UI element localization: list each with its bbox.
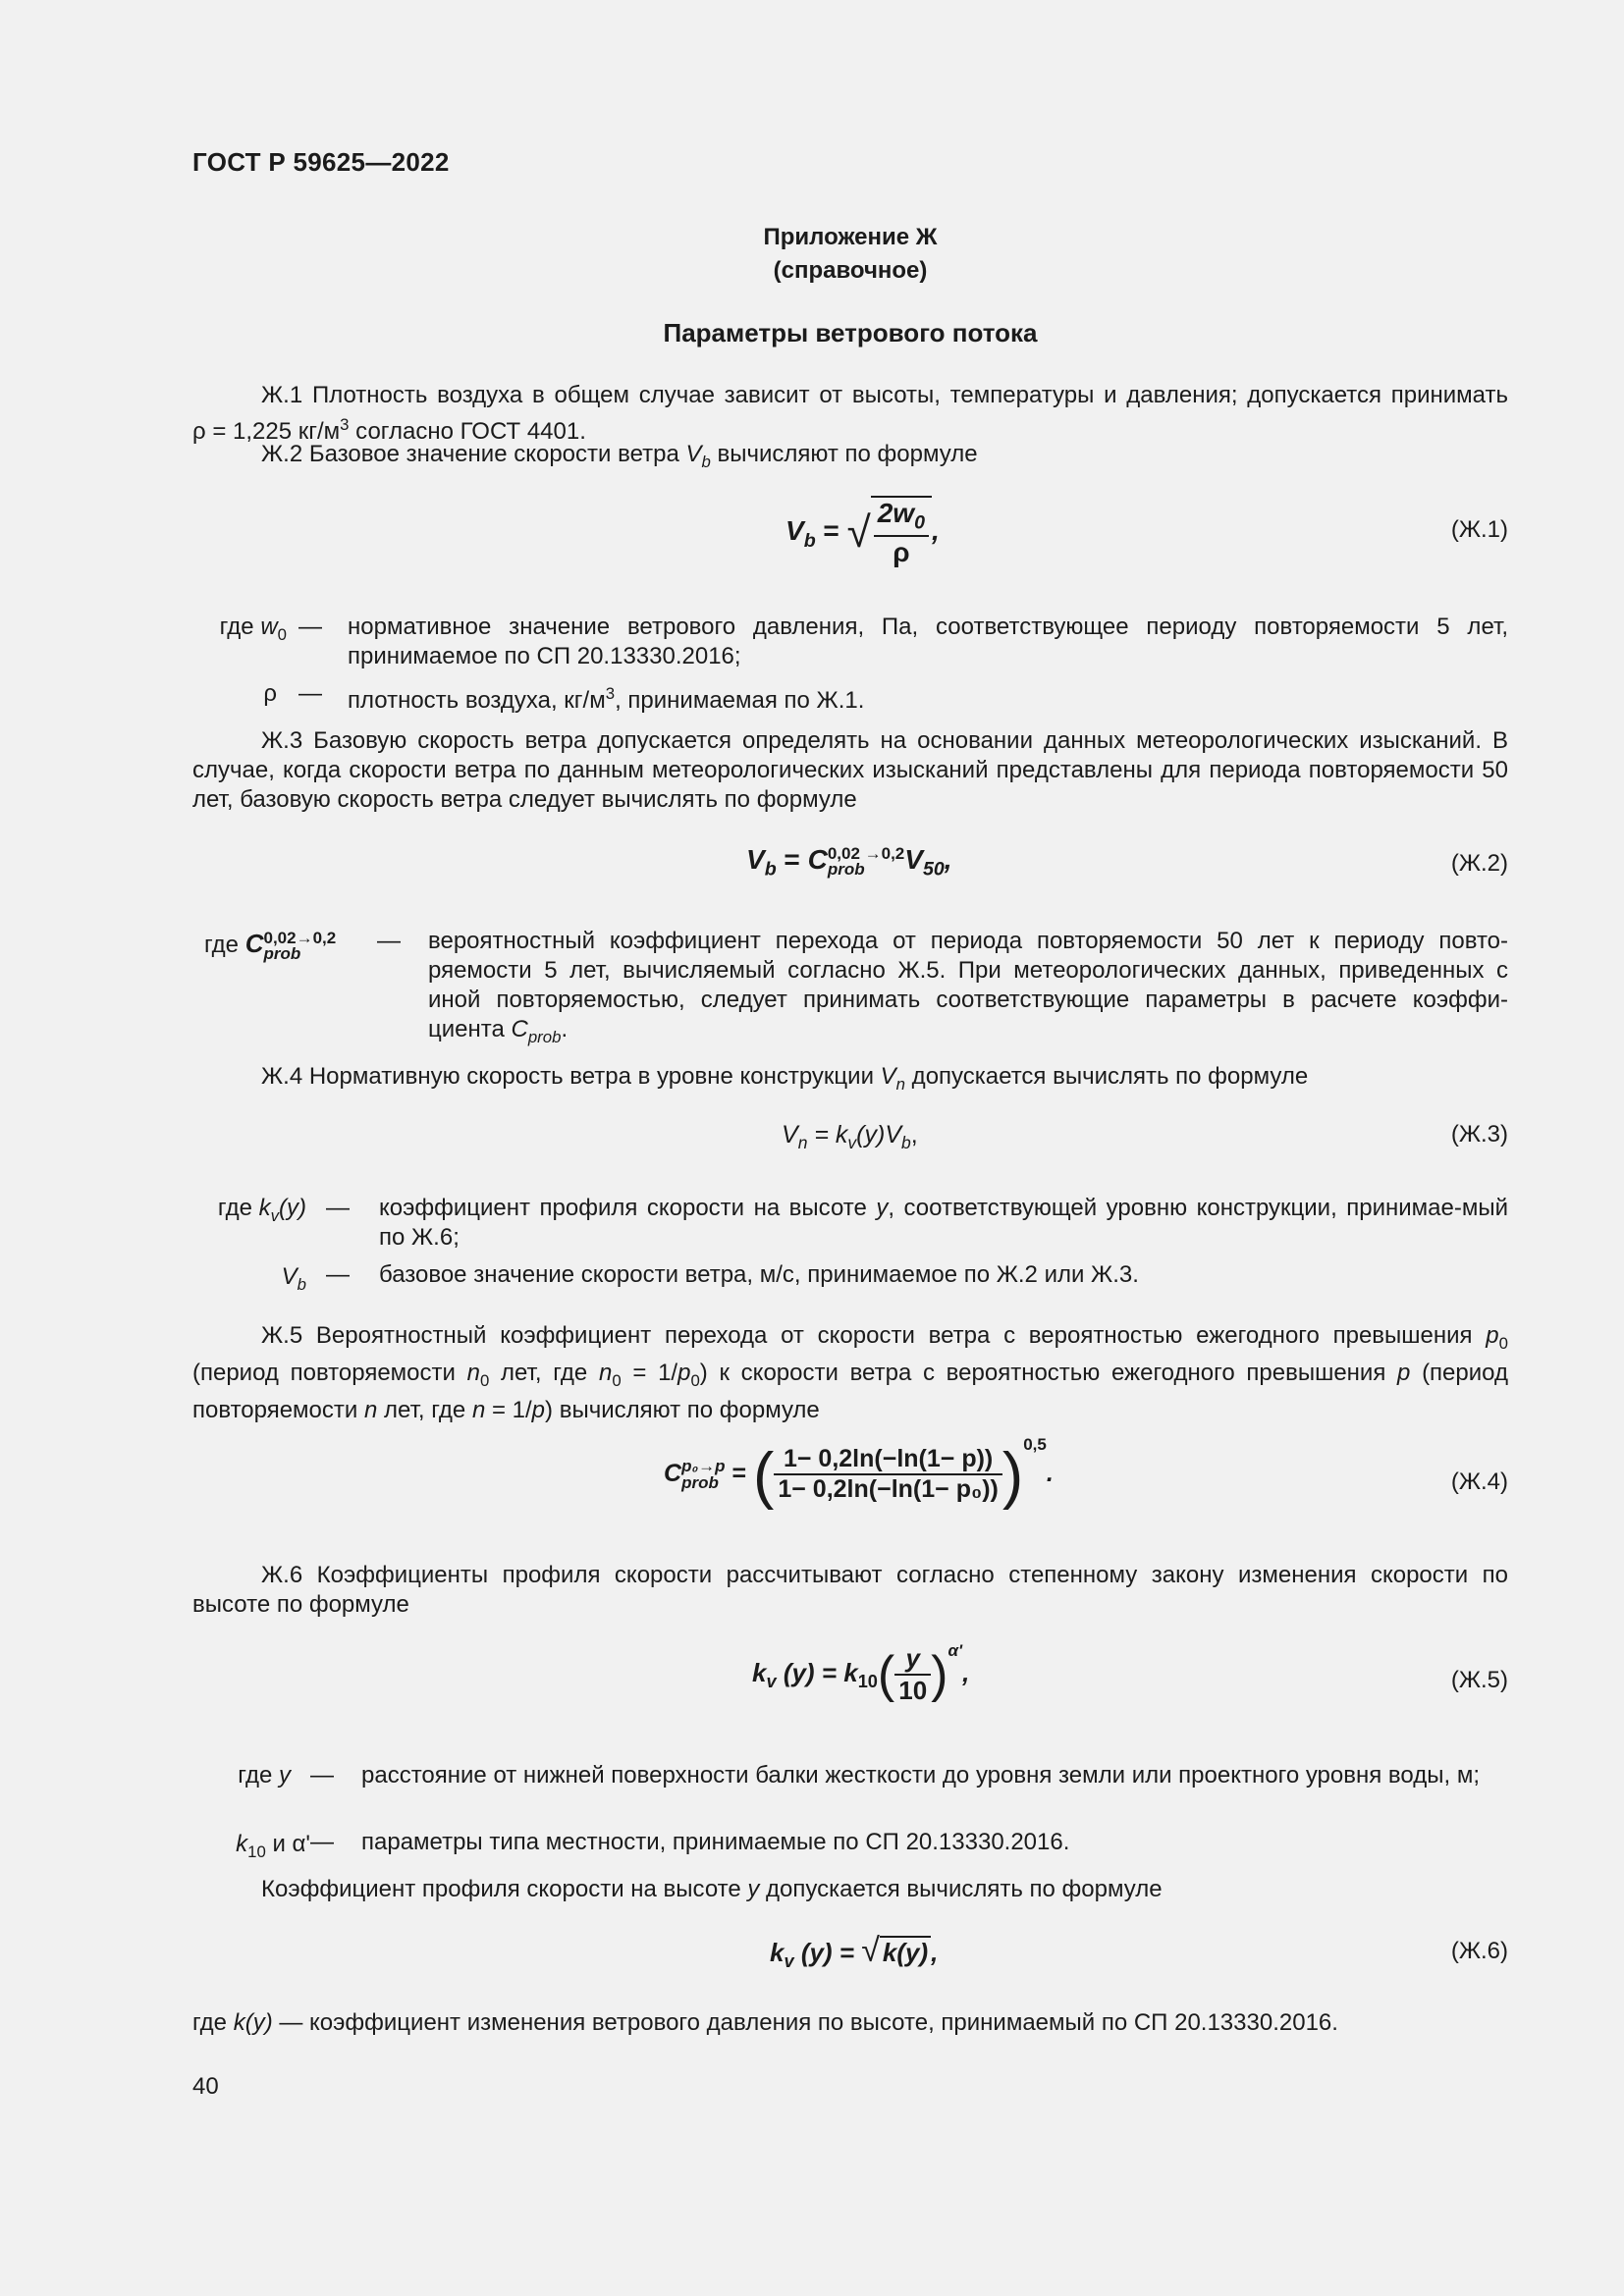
formula-tail: , <box>910 1121 918 1148</box>
variable: k(y) <box>233 2009 273 2036</box>
paragraph-text: допускается вычислять по формуле <box>759 1876 1163 1902</box>
where-term-w0 <box>192 613 287 650</box>
paragraph-profile <box>192 1875 1508 1904</box>
page-number: 40 <box>192 2073 219 2100</box>
variable: w <box>260 614 278 640</box>
paragraph-text: лет, где <box>489 1359 599 1386</box>
formula-symbol: (y) = k <box>776 1658 858 1687</box>
denominator: ρ <box>893 536 910 567</box>
formula-tail: , <box>931 1938 939 1967</box>
variable: n <box>471 1396 486 1423</box>
subscript: 50 <box>922 858 945 881</box>
paragraph-text: = 1/ <box>621 1359 678 1386</box>
variable: k <box>236 1831 248 1857</box>
subscript: b <box>901 1133 911 1152</box>
paragraph-text: Ж.4 Нормативную скорость ветра в уровне конструкции <box>261 1063 881 1090</box>
subscript: 0 <box>612 1370 622 1390</box>
equals-sign: = <box>815 515 847 547</box>
formula-symbol: V <box>782 1121 798 1148</box>
where-def-k10: параметры типа местности, принимаемые по СП 20.13330.2016. <box>361 1829 1070 1855</box>
where-word: где <box>217 1195 259 1221</box>
where-term-k10 <box>192 1830 310 1867</box>
paragraph-text: лет, где <box>377 1396 472 1423</box>
density-source: согласно ГОСТ 4401. <box>349 418 586 445</box>
equals-sign: = <box>725 1460 754 1487</box>
paragraph-text: (период повторяемости <box>192 1359 1508 1423</box>
formula-symbol: = k <box>807 1121 848 1148</box>
subscript: 0 <box>1498 1333 1508 1353</box>
subscript: prob <box>827 859 865 879</box>
formula-zh3 <box>782 1121 918 1153</box>
equation-number-zh2: (Ж.2) <box>1450 850 1508 877</box>
variable: V <box>880 1063 896 1090</box>
term-text: и α' <box>265 1831 310 1857</box>
numerator <box>874 498 929 537</box>
paragraph-zh3: Ж.3 Базовую скорость ветра допускается определять на основании данных метеорологических изысканий. В случае, когда скорости ветра по данным метеорологических изысканий представлены для периода повторяемости 50 лет, базовую скорость ветра следует вычислять по формуле <box>192 727 1508 813</box>
paragraph-text: Ж.1 Плотность воздуха в общем случае зависит от высоты, температуры и давления; допускается принимать <box>261 382 1508 408</box>
variable: p <box>531 1396 546 1423</box>
subscript: prob <box>527 1027 562 1046</box>
equation-number-zh4: (Ж.4) <box>1450 1468 1508 1495</box>
where-term-rho: ρ <box>263 680 277 707</box>
superscript: 0,02→0,2 <box>263 928 337 947</box>
variable: p <box>1397 1359 1411 1386</box>
superscript: 3 <box>605 684 616 703</box>
where-word: где <box>219 614 261 640</box>
formula-symbol: V <box>746 844 765 875</box>
paragraph-text: ) вычисляют по формуле <box>545 1396 820 1423</box>
formula-symbol: (y)V <box>856 1121 901 1148</box>
appendix-title: Приложение Ж <box>763 224 938 250</box>
subscript: b <box>764 858 777 881</box>
superscript: 0,02 →0,2 <box>827 843 905 863</box>
left-paren: ( <box>877 1646 895 1704</box>
def-text: . <box>561 1016 568 1042</box>
density-text: ρ = 1,225 кг/м <box>192 418 341 445</box>
formula-zh6 <box>770 1932 938 1972</box>
exponent: α' <box>947 1641 963 1660</box>
formula-symbol: k <box>770 1938 785 1967</box>
final-text: — коэффициент изменения ветрового давления по высоте, принимаемый по СП 20.13330.2016. <box>272 2009 1338 2036</box>
formula-tail: , <box>962 1658 970 1687</box>
numerator-text: 2w <box>877 498 915 528</box>
dash: — <box>298 680 322 707</box>
where-term-cprob <box>204 929 336 962</box>
formula-symbol: k <box>752 1658 767 1687</box>
where-word: где <box>204 932 245 958</box>
subscript: v <box>766 1672 777 1692</box>
subscript: prob <box>263 943 301 963</box>
subscript: 0 <box>277 624 287 644</box>
document-code: ГОСТ Р 59625—2022 <box>192 147 450 177</box>
right-paren: ) <box>931 1646 948 1704</box>
paragraph-zh6: Ж.6 Коэффициенты профиля скорости рассчитывают согласно степенному закону изменения скорости по высоте по формуле <box>192 1562 1508 1618</box>
where-def-vb: базовое значение скорости ветра, м/с, принимаемое по Ж.2 или Ж.3. <box>379 1261 1139 1288</box>
paragraph-zh1 <box>192 381 1508 447</box>
equals-sign: = <box>776 844 808 875</box>
dash: — <box>326 1261 350 1288</box>
fraction <box>874 498 929 568</box>
formula-zh1 <box>785 496 940 568</box>
subscript: 10 <box>247 1842 266 1861</box>
formula-zh2 <box>746 844 952 881</box>
def-text: , принимаемая по Ж.1. <box>615 687 865 714</box>
dash: — <box>326 1195 350 1221</box>
formula-tail: . <box>1046 1460 1054 1487</box>
where-def-kv <box>379 1194 1508 1253</box>
left-paren: ( <box>753 1439 775 1511</box>
subscript: 10 <box>857 1672 878 1692</box>
equation-number-zh3: (Ж.3) <box>1450 1121 1508 1148</box>
variable: V <box>281 1263 298 1290</box>
equation-number-zh1: (Ж.1) <box>1450 516 1508 543</box>
where-term-y <box>192 1761 291 1790</box>
c-indices <box>681 1458 725 1491</box>
subscript: n <box>797 1133 808 1152</box>
paragraph-zh2 <box>192 440 1508 477</box>
where-word: где <box>238 1762 279 1789</box>
subscript: v <box>784 1951 794 1972</box>
paragraph-zh5 <box>192 1321 1508 1425</box>
def-text: коэффициент профиля скорости на высоте <box>379 1195 877 1221</box>
exponent: 0,5 <box>1023 1435 1047 1454</box>
variable: y <box>876 1195 889 1221</box>
subscript: n <box>895 1074 906 1094</box>
formula-symbol: (y) = <box>793 1938 862 1967</box>
c-indices <box>827 843 905 879</box>
superscript: 3 <box>340 415 350 434</box>
numerator: y <box>894 1643 931 1676</box>
subscript: v <box>847 1133 857 1152</box>
variable: y <box>747 1876 760 1902</box>
variable: n <box>363 1396 378 1423</box>
formula-symbol: V <box>785 515 804 547</box>
formula-symbol: C <box>244 929 264 958</box>
subscript: b <box>701 452 711 471</box>
paragraph-text: Коэффициент профиля скорости на высоте <box>261 1876 748 1902</box>
paragraph-text: (период повторяемости <box>192 1359 467 1386</box>
paragraph-text: допускается вычислять по формуле <box>905 1063 1309 1090</box>
sqrt-sign: √ <box>861 1932 880 1969</box>
c-indices <box>263 928 337 963</box>
paragraph-text: Ж.2 Базовое значение скорости ветра <box>261 441 686 467</box>
formula-symbol: V <box>904 844 923 875</box>
paragraph-text: = 1/ <box>485 1396 532 1423</box>
where-def-y: расстояние от нижней поверхности балки жесткости до уровня земли или проектного уровня воды, м; <box>361 1762 1480 1789</box>
dash: — <box>310 1762 334 1789</box>
variable: C <box>511 1016 528 1042</box>
where-term-kv <box>192 1194 306 1231</box>
where-word: где <box>192 2009 234 2036</box>
formula-tail: , <box>932 515 940 547</box>
variable: p <box>677 1359 691 1386</box>
def-text: вероятностный коэффициент перехода от периода повторяемости 50 лет к периоду повто-ряемости 5 лет, вычисляемый согласно Ж.5. При метеорологических данных, приведенных с иной повторяемостью, следует принимать соответствующие параметры в расчете коэффи-циента <box>428 928 1508 1042</box>
subscript: 0 <box>914 511 925 534</box>
paragraph-text: вычисляют по формуле <box>710 441 978 467</box>
variable: n <box>466 1359 480 1386</box>
where-def-cprob <box>428 927 1508 1052</box>
equation-number-zh6: (Ж.6) <box>1450 1938 1508 1964</box>
def-text: , соответствующей уровню конструкции, принимае-мый по Ж.6; <box>379 1195 1508 1251</box>
subscript: v <box>270 1205 280 1225</box>
variable: p <box>1486 1322 1499 1349</box>
subscript: prob <box>681 1473 719 1493</box>
where-term-vb <box>192 1262 306 1300</box>
denominator: 10 <box>898 1676 928 1706</box>
appendix-kind: (справочное) <box>773 257 928 284</box>
dash: — <box>377 928 401 954</box>
subscript: 0 <box>479 1370 490 1390</box>
def-text: плотность воздуха, кг/м <box>348 687 606 714</box>
where-def-w0: нормативное значение ветрового давления, Па, соответствующее периоду повторяемости 5 лет, принимаемое по СП 20.13330.2016; <box>348 614 1508 669</box>
formula-symbol: C <box>664 1460 682 1487</box>
final-note <box>192 2008 1508 2038</box>
formula-symbol: C <box>807 844 828 875</box>
sqrt-body <box>871 496 932 568</box>
paragraph-text: ) к скорости ветра с вероятностью ежегодного превышения <box>699 1359 1398 1386</box>
fraction <box>774 1445 1002 1504</box>
dash: — <box>298 614 322 640</box>
subscript: b <box>803 529 816 552</box>
numerator: 1− 0,2ln(−ln(1− p)) <box>774 1445 1002 1475</box>
formula-zh5 <box>752 1641 969 1706</box>
formula-tail: , <box>944 844 952 875</box>
denominator: 1− 0,2ln(−ln(1− p₀)) <box>778 1475 999 1504</box>
equation-number-zh5: (Ж.5) <box>1450 1667 1508 1693</box>
variable: k <box>258 1195 271 1221</box>
variable: y <box>279 1762 291 1789</box>
subscript: b <box>297 1274 306 1294</box>
sqrt-sign: √ <box>846 507 871 557</box>
dash: — <box>310 1829 334 1855</box>
fraction <box>894 1643 931 1706</box>
superscript: p₀→p <box>681 1457 726 1476</box>
sqrt-body: k(y) <box>880 1936 931 1968</box>
paragraph-zh4 <box>192 1062 1508 1099</box>
appendix-heading: Параметры ветрового потока <box>663 318 1038 347</box>
formula-zh4 <box>664 1435 1054 1511</box>
variable: n <box>598 1359 613 1386</box>
subscript: 0 <box>690 1370 700 1390</box>
variable: V <box>685 441 702 467</box>
variable: (y) <box>279 1195 306 1221</box>
right-paren: ) <box>1001 1439 1024 1511</box>
where-def-rho <box>348 679 1508 716</box>
paragraph-text: Ж.5 Вероятностный коэффициент перехода от скорости ветра с вероятностью ежегодного превышения <box>261 1322 1487 1349</box>
